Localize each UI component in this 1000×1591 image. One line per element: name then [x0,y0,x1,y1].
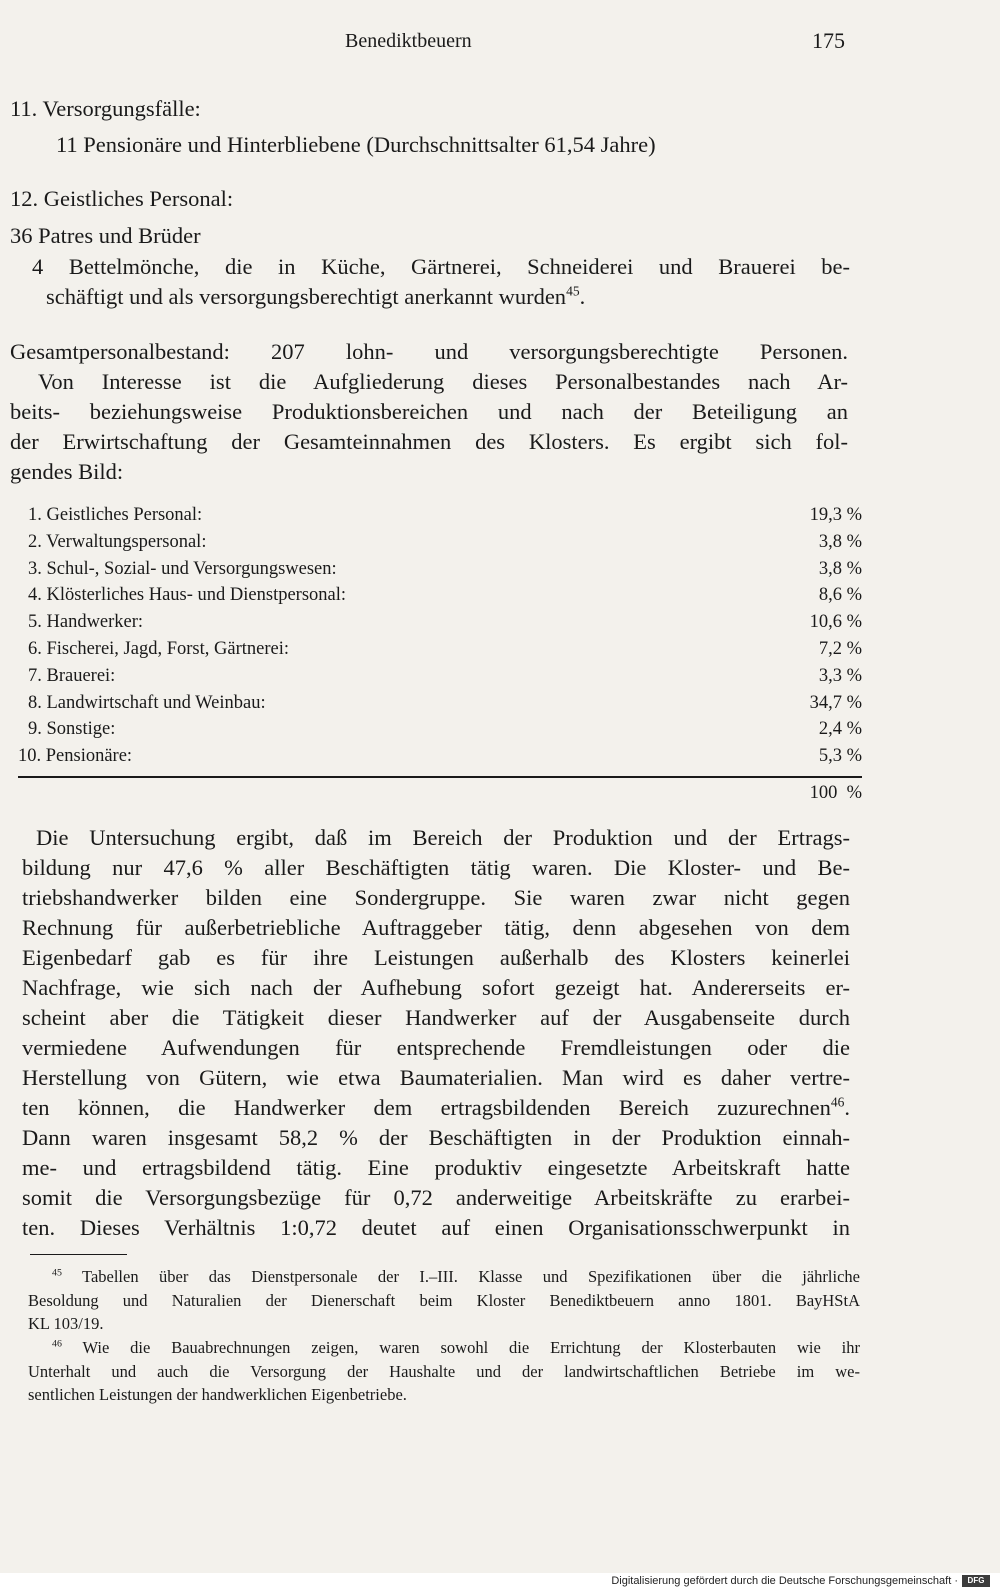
row-label: 9. Sonstige: [28,719,116,740]
footnote-text: Unterhalt und auch die Versorgung der Haushalte und der landwirtschaftlichen Betriebe im we- [28,1361,860,1381]
table-row [18,529,862,556]
intro-line: Gesamtpersonalbestand: 207 lohn- und versorgungsberechtigte Personen. [10,339,848,364]
body-line: Eigenbedarf gab es für ihre Leistungen außerhalb des Klosters keinerlei [22,945,850,970]
body-line: scheint aber die Tätigkeit dieser Handwerker auf der Ausgabenseite durch [22,1005,850,1030]
row-label: 8. Landwirtschaft und Weinbau: [28,692,266,713]
section-12-heading: 12. Geistliches Personal: [10,186,234,211]
row-value: 19,3 % [809,505,862,525]
table-row [18,609,862,636]
body-line-end: . [844,1095,850,1120]
table-row [18,690,862,717]
body-line: me- und ertragsbildend tätig. Eine produktiv eingesetzte Arbeitskraft hatte [22,1155,850,1180]
footnote-text: Besoldung und Naturalien der Dienerschaft beim Kloster Benediktbeuern anno 1801. BayHStA [28,1290,860,1310]
body-line: triebshandwerker bilden eine Sondergruppe. Sie waren zwar nicht gegen [22,885,850,910]
footnote-text: KL 103/19. [28,1314,104,1333]
body-line-text: ten können, die Handwerker dem ertragsbildenden Bereich zuzurechnen [22,1095,831,1120]
footnote-ref-46[interactable]: 46 [830,1094,845,1110]
row-value: 7,2 % [818,638,862,659]
section-12-line-3-text: schäftigt und als versorgungsberechtigt anerkannt wurden [46,284,567,309]
section-12-line-2: 4 Bettelmönche, die in Küche, Gärtnerei, Schneiderei und Brauerei be- [32,254,850,279]
section-12-line-3-end: . [579,284,586,309]
row-value: 3,8 % [818,558,862,579]
footnote-45 [28,1265,860,1336]
running-title: Benediktbeuern [345,30,472,52]
body-line: Die Untersuchung ergibt, daß im Bereich der Produktion und der Ertrags- [36,825,850,850]
section-12-line-3 [46,282,585,312]
row-label: 2. Verwaltungspersonal: [28,531,207,552]
row-value: 5,3 % [818,746,862,767]
dfg-logo: DFG [962,1575,990,1587]
table-sum-rule [18,776,862,778]
footnote-mark: 46 [52,1338,62,1350]
intro-line: beits- beziehungsweise Produktionsbereichen und nach der Beteiligung an [10,399,848,424]
row-label: 10. Pensionäre: [18,746,133,767]
table-row [18,716,862,743]
table-total: 100 % [809,783,862,803]
body-line: vermiedene Aufwendungen für entsprechende Fremdleistungen oder die [22,1035,850,1060]
footnote-text: Tabellen über das Dienstpersonale der I.–III. Klasse und Spezifikationen über die jährliche [82,1267,860,1286]
body-line [22,1093,850,1123]
body-line: Dann waren insgesamt 58,2 % der Beschäftigten in der Produktion einnah- [22,1125,850,1150]
footnote-ref-45[interactable]: 45 [566,283,580,299]
section-12-line-1: 36 Patres und Brüder [10,223,201,248]
footnote-text: sentlichen Leistungen der handwerklichen Eigenbetriebe. [28,1385,407,1404]
table-row [18,636,862,663]
row-label: 4. Klösterliches Haus- und Dienstpersonal: [28,585,347,606]
page-number: 175 [812,28,845,53]
personnel-breakdown-table [18,502,862,770]
row-label: 3. Schul-, Sozial- und Versorgungswesen: [28,558,337,579]
body-line: somit die Versorgungsbezüge für 0,72 anderweitige Arbeitskräfte zu erarbei- [22,1185,850,1210]
body-line: Herstellung von Gütern, wie etwa Baumaterialien. Man wird es daher vertre- [22,1065,850,1090]
section-11-heading: 11. Versorgungsfälle: [10,96,201,121]
table-row [18,663,862,690]
section-11-line: 11 Pensionäre und Hinterbliebene (Durchschnittsalter 61,54 Jahre) [56,132,656,157]
footnote-46 [28,1336,860,1407]
table-row [18,556,862,583]
body-line: Rechnung für außerbetriebliche Auftraggeber tätig, denn abgesehen von dem [22,915,850,940]
table-row [18,743,862,770]
body-line: ten. Dieses Verhältnis 1:0,72 deutet auf einen Organisationsschwerpunkt in [22,1215,850,1240]
table-row [18,582,862,609]
intro-paragraph [10,337,848,487]
digitization-credit: Digitalisierung gefördert durch die Deutsche Forschungsgemeinschaft · [611,1575,958,1587]
body-line: bildung nur 47,6 % aller Beschäftigten tätig waren. Die Kloster- und Be- [22,855,850,880]
row-value: 10,6 % [809,612,862,633]
footnote-text: Wie die Bauabrechnungen zeigen, waren sowohl die Errichtung der Klosterbauten wie ihr [82,1338,860,1357]
body-line: Nachfrage, wie sich nach der Aufhebung sofort gezeigt hat. Andererseits er- [22,975,850,1000]
row-label: 1. Geistliches Personal: [28,505,203,525]
row-value: 34,7 % [809,692,862,713]
intro-line: der Erwirtschaftung der Gesamteinnahmen des Klosters. Es ergibt sich fol- [10,429,848,454]
intro-line: gendes Bild: [10,459,124,484]
row-value: 3,3 % [818,665,862,686]
row-value: 2,4 % [818,719,862,740]
row-label: 5. Handwerker: [28,612,144,633]
body-paragraph [22,823,850,1243]
row-value: 3,8 % [818,531,862,552]
footnote-separator [30,1254,127,1255]
row-label: 6. Fischerei, Jagd, Forst, Gärtnerei: [28,638,289,659]
footnote-mark: 45 [52,1267,62,1279]
table-row [18,502,862,529]
row-label: 7. Brauerei: [28,665,116,686]
row-value: 8,6 % [818,585,862,606]
intro-line: Von Interesse ist die Aufgliederung dieses Personalbestandes nach Ar- [38,369,848,394]
